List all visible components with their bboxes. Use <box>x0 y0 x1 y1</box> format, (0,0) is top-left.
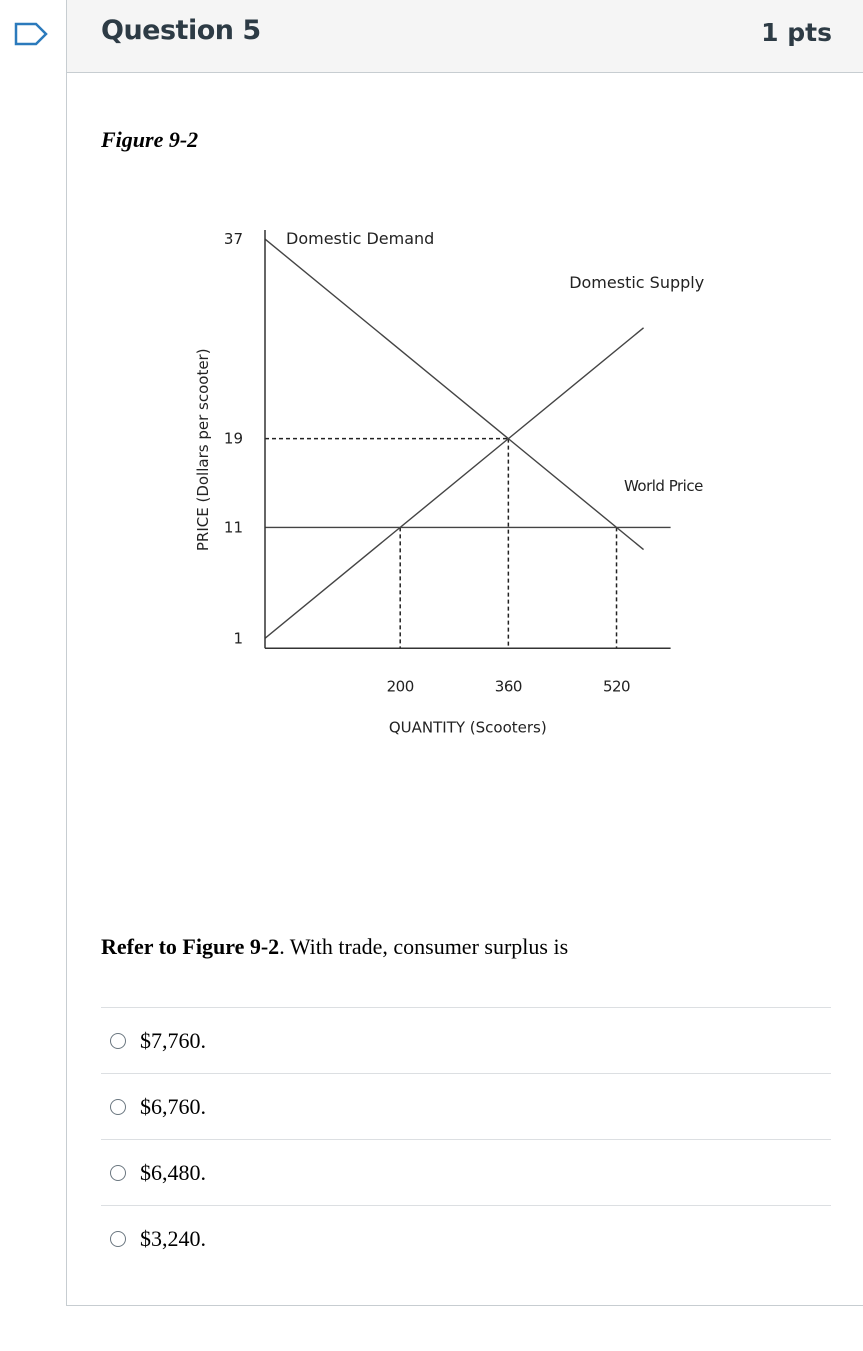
answer-label: $6,480. <box>140 1159 206 1185</box>
question-flag-icon[interactable] <box>14 22 48 51</box>
question-points: 1 pts <box>761 18 832 47</box>
question-header <box>67 0 863 73</box>
prompt-rest: . With trade, consumer surplus is <box>279 934 569 959</box>
y-tick-label-11: 11 <box>223 518 243 537</box>
figure-title: Figure 9-2 <box>101 127 199 152</box>
annotation-domestic-supply: Domestic Supply <box>569 272 705 292</box>
answer-option-3[interactable] <box>101 1139 831 1205</box>
x-tick-label-200: 200 <box>386 677 414 696</box>
answer-list <box>101 1007 831 1271</box>
answer-label: $6,760. <box>140 1093 206 1119</box>
radio-button[interactable] <box>110 1231 126 1247</box>
y-tick-label-19: 19 <box>223 429 243 448</box>
annotation-world-price: World Price <box>623 476 703 495</box>
y-tick-label-37: 37 <box>223 230 243 249</box>
question-prompt <box>101 934 568 960</box>
x-tick-label-520: 520 <box>602 677 631 696</box>
radio-button[interactable] <box>110 1165 126 1181</box>
y-tick-label-1: 1 <box>233 629 243 648</box>
x-tick-label-360: 360 <box>494 677 522 696</box>
annotation-domestic-demand: Domestic Demand <box>286 230 435 249</box>
y-axis-label: PRICE (Dollars per scooter) <box>194 348 212 552</box>
domestic-supply-line <box>265 328 644 639</box>
question-title: Question 5 <box>101 15 261 46</box>
answer-option-4[interactable] <box>101 1205 831 1271</box>
answer-label: $3,240. <box>140 1225 206 1251</box>
radio-button[interactable] <box>110 1099 126 1115</box>
x-axis-label: QUANTITY (Scooters) <box>388 718 547 737</box>
answer-label: $7,760. <box>140 1027 206 1053</box>
answer-option-2[interactable] <box>101 1073 831 1139</box>
radio-button[interactable] <box>110 1033 126 1049</box>
prompt-bold: Refer to Figure 9-2 <box>101 934 280 959</box>
figure-chart <box>100 230 740 740</box>
answer-option-1[interactable] <box>101 1007 831 1073</box>
